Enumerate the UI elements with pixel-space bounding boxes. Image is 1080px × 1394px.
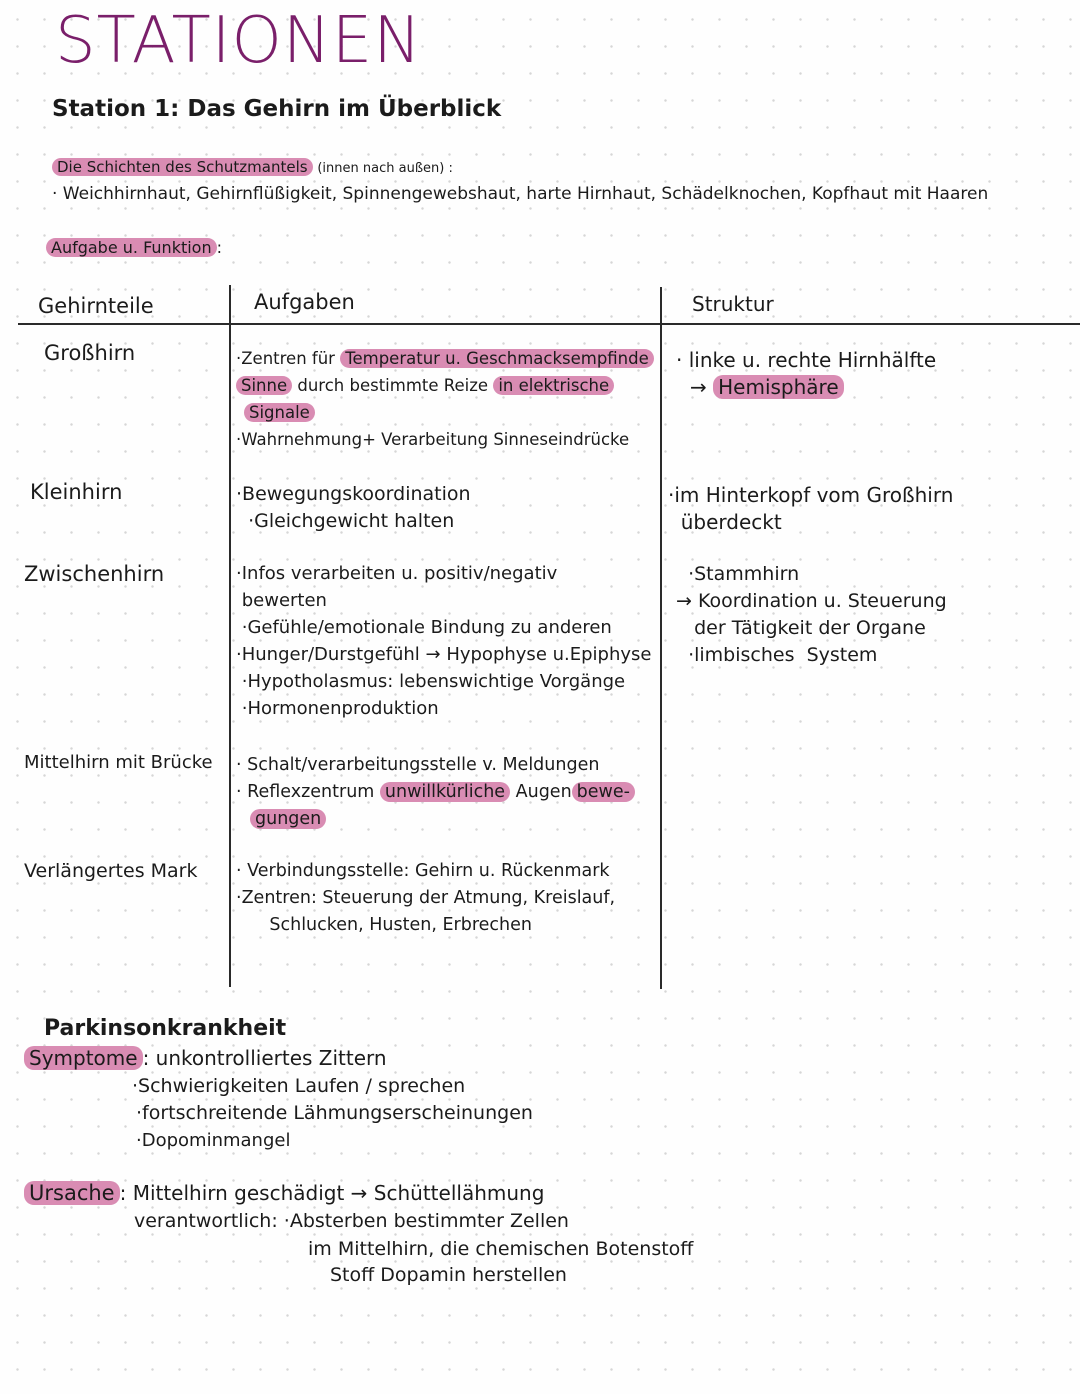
cause-line: Ursache : Mittelhirn geschädigt → Schüttellähmung <box>24 1180 544 1207</box>
row-tasks-grosshirn: ·Zentren für Temperatur u. Geschmacksempfinde Sinne durch bestimmte Reize in elektrische Signale ·Wahrnehmung+ Verarbeitung Sinneseindrücke <box>236 345 654 453</box>
table-divider-left <box>229 285 231 987</box>
row-structure-zwischenhirn: ·Stammhirn → Koordination u. Steuerung der Tätigkeit der Organe ·limbisches System <box>676 563 947 666</box>
header-gehirnteile: Gehirnteile <box>38 294 154 318</box>
header-aufgaben: Aufgaben <box>254 290 355 314</box>
cause-detail: verantwortlich: ·Absterben bestimmter Zellen <box>134 1210 569 1232</box>
row-structure-kleinhirn: ·im Hinterkopf vom Großhirn überdeckt <box>668 483 954 534</box>
row-name-grosshirn: Großhirn <box>44 341 136 365</box>
cause-detail: im Mittelhirn, die chemischen Botenstoff <box>308 1238 694 1260</box>
symptom-item: ·Schwierigkeiten Laufen / sprechen <box>132 1075 466 1097</box>
cause-detail: Stoff Dopamin herstellen <box>330 1264 567 1286</box>
station-heading: Station 1: Das Gehirn im Überblick <box>52 96 502 122</box>
symptom-item: ·fortschreitende Lähmungserscheinungen <box>136 1102 533 1124</box>
layers-line <box>52 158 453 176</box>
row-name-mittelhirn: Mittelhirn mit Brücke <box>24 752 213 773</box>
header-struktur: Struktur <box>692 292 774 316</box>
row-name-kleinhirn: Kleinhirn <box>30 480 123 504</box>
symptoms-line: Symptome : unkontrolliertes Zittern <box>24 1045 387 1072</box>
layers-label: Die Schichten des Schutzmantels <box>52 158 313 176</box>
table-divider-right <box>660 287 662 989</box>
table-header-line <box>18 323 1080 325</box>
task-label: Aufgabe u. Funktion <box>46 238 217 257</box>
cause-label: Ursache <box>24 1181 120 1205</box>
row-tasks-kleinhirn: ·Bewegungskoordination ·Gleichgewicht halten <box>236 483 471 532</box>
page-title: STATIONEN <box>55 4 423 78</box>
row-tasks-mittelhirn: · Schalt/verarbeitungsstelle v. Meldungen · Reflexzentrum unwillkürliche Augen bewe- gungen <box>236 752 635 833</box>
row-structure-grosshirn: · linke u. rechte Hirnhälfte → Hemisphäre <box>676 348 937 399</box>
row-tasks-verlaengertes-mark: · Verbindungsstelle: Gehirn u. Rückenmark ·Zentren: Steuerung der Atmung, Kreislauf, Schlucken, Husten, Erbrechen <box>236 861 616 935</box>
symptom-item: ·Dopominmangel <box>136 1130 291 1151</box>
layers-list: · Weichhirnhaut, Gehirnflüßigkeit, Spinnengewebshaut, harte Hirnhaut, Schädelknochen, Kopfhaut mit Haaren <box>52 184 989 204</box>
task-label-line: Aufgabe u. Funktion : <box>46 238 222 257</box>
row-name-verlaengertes-mark: Verlängertes Mark <box>24 860 198 882</box>
row-tasks-zwischenhirn: ·Infos verarbeiten u. positiv/negativ bewerten ·Gefühle/emotionale Bindung zu anderen ·Hunger/Durstgefühl → Hypophyse u.Epiphyse ·Hypotholasmus: lebenswichtige Vorgänge ·Hormonenproduktion <box>236 563 652 719</box>
layers-note: (innen nach außen) : <box>317 161 453 176</box>
row-name-zwischenhirn: Zwischenhirn <box>24 562 165 586</box>
parkinson-heading: Parkinsonkrankheit <box>44 1016 287 1041</box>
symptoms-label: Symptome <box>24 1046 143 1070</box>
